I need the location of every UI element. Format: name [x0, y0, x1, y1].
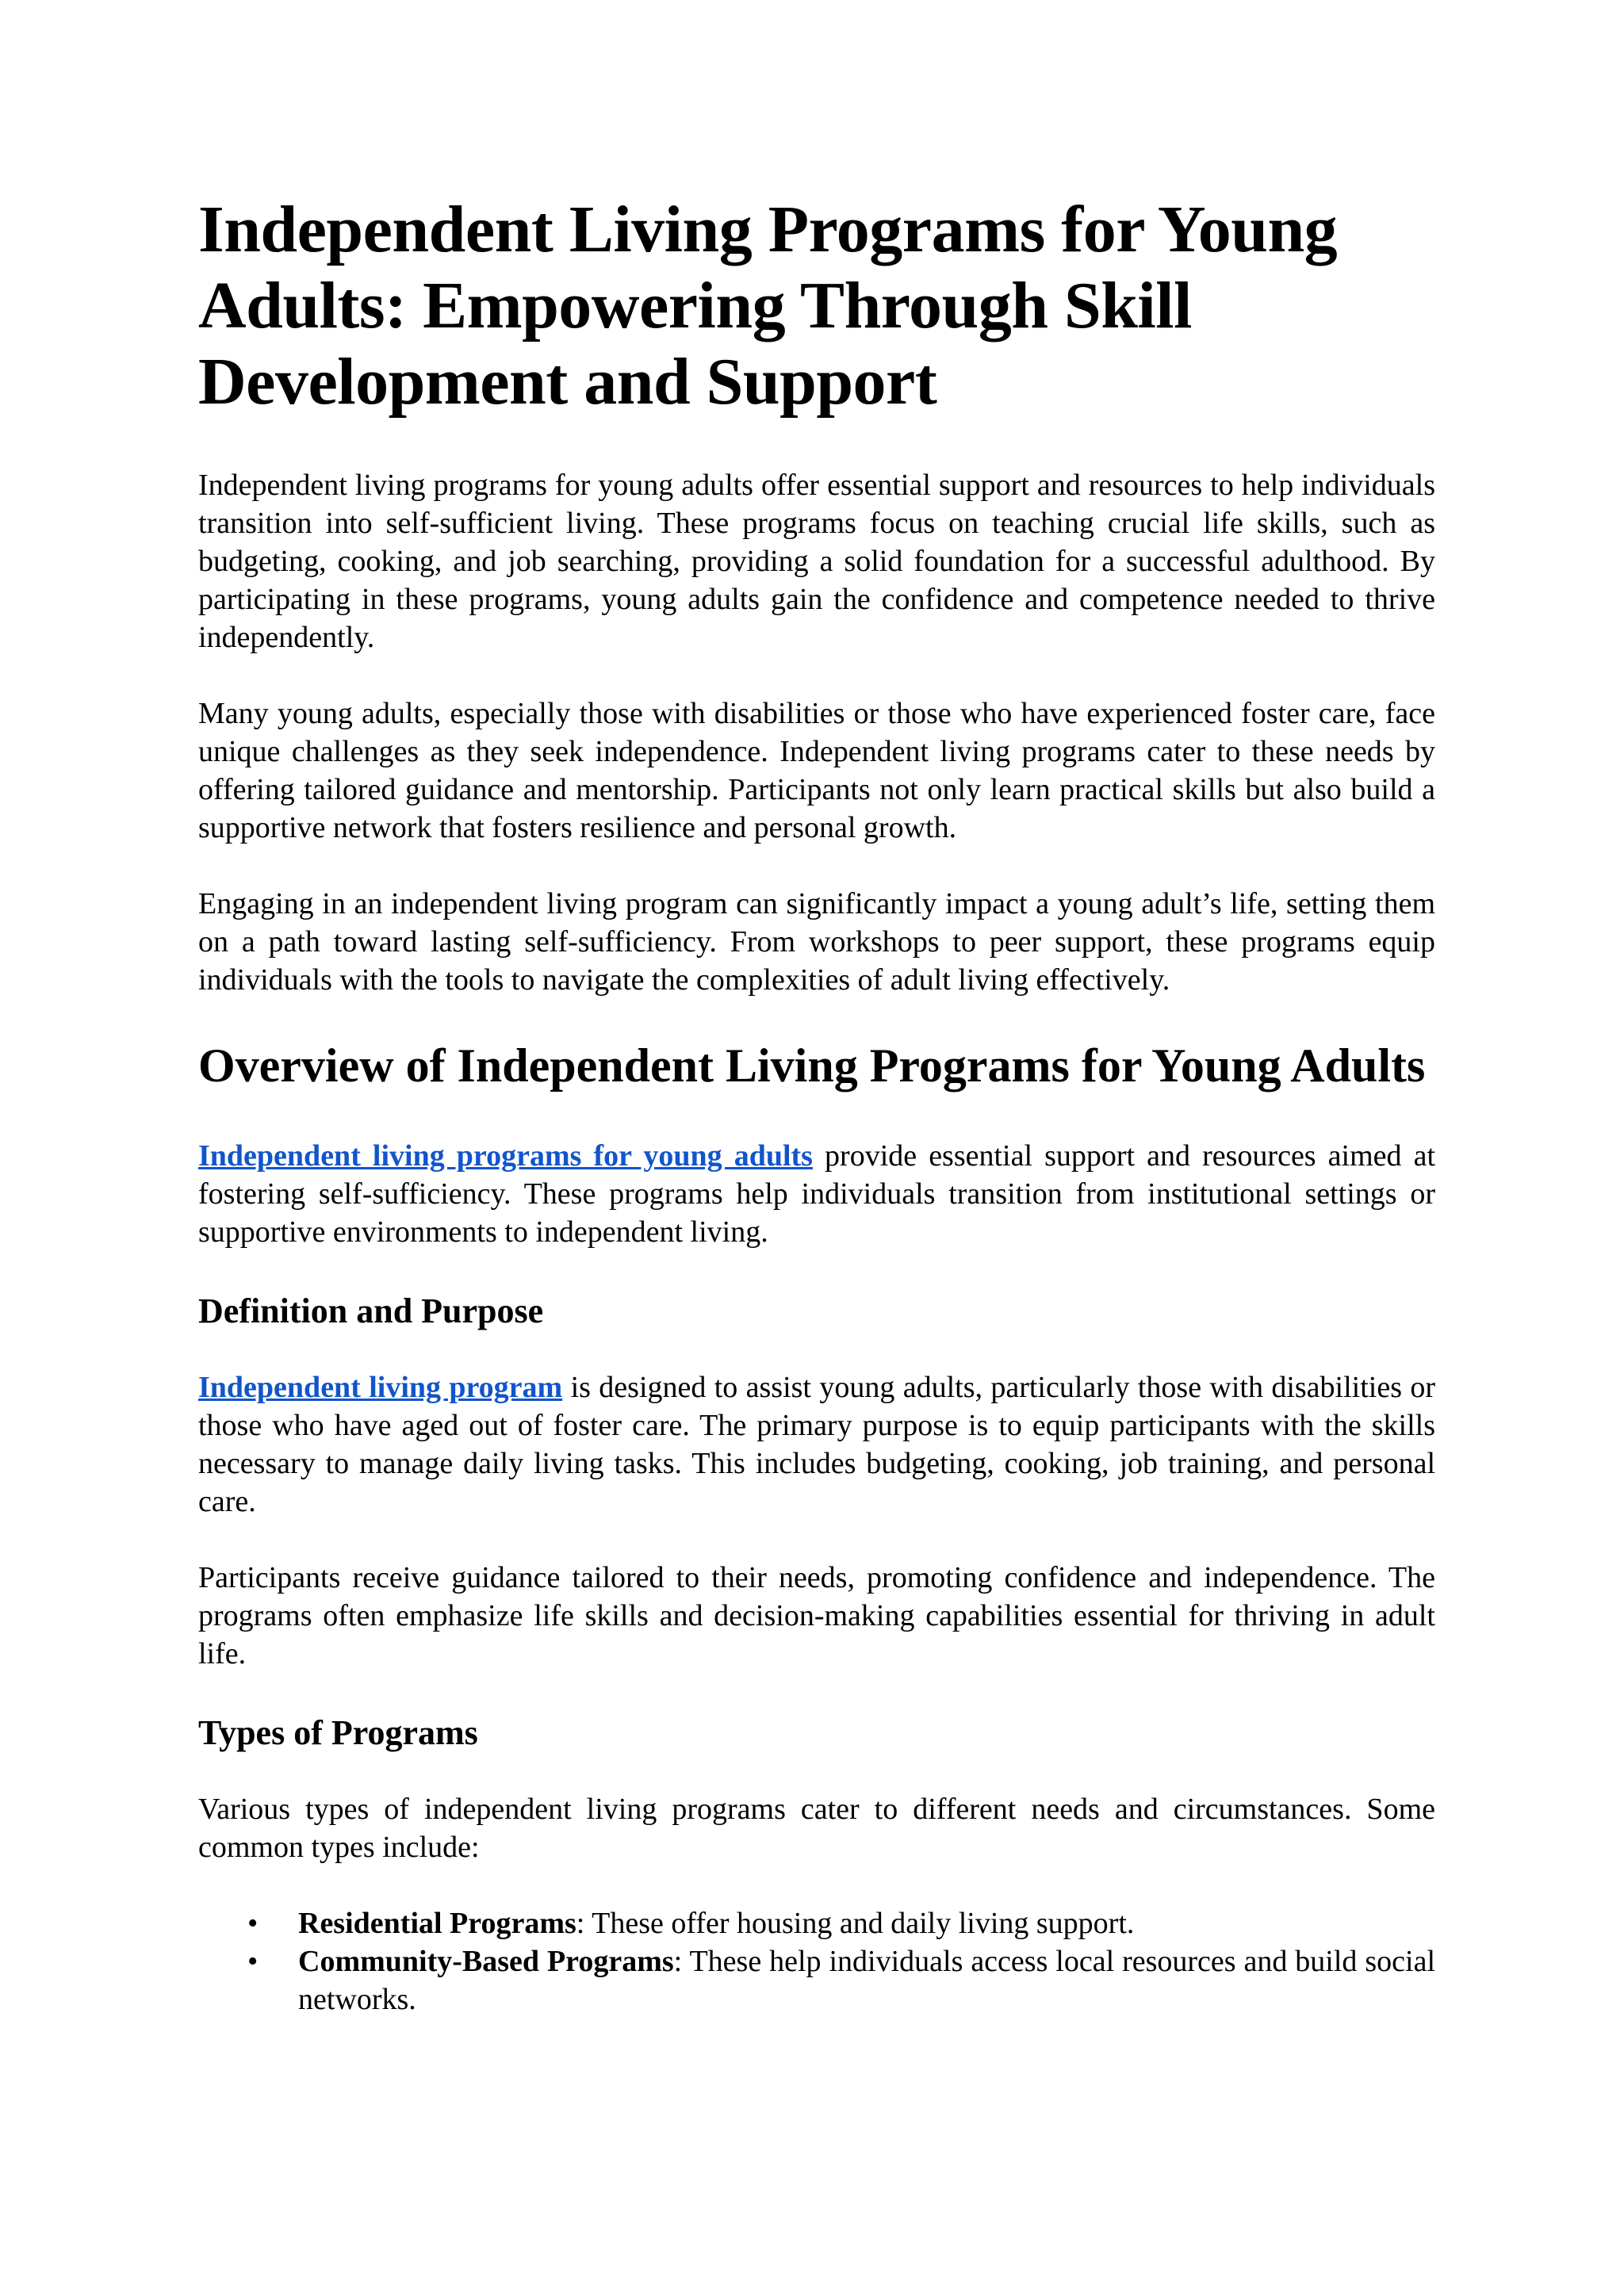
list-item-term: Community-Based Programs: [298, 1945, 674, 1978]
overview-text: provide essential support and resources aimed at fostering self-sufficiency. These programs help individuals transition from institutional settings or supportive environments to independent living.: [198, 1139, 1435, 1249]
types-intro: Various types of independent living programs cater to different needs and circumstances. Some common types include:: [198, 1793, 1435, 1864]
list-item-desc: : These help individuals access local resources and build social networks.: [298, 1945, 1435, 2016]
document-title: Independent Living Programs for Young Adults: Empowering Through Skill Development and Support: [198, 193, 1338, 419]
bullet: •: [247, 1945, 259, 1978]
program-types-list: [198, 1904, 1435, 2019]
types-heading: Types of Programs: [198, 1713, 478, 1752]
definition-text: is designed to assist young adults, particularly those with disabilities or those who have aged out of foster care. The primary purpose is to equip participants with the skills necessary to manage daily living tasks. This includes budgeting, cooking, job training, and personal care.: [198, 1371, 1436, 1518]
definition-heading: Definition and Purpose: [198, 1292, 544, 1330]
definition-paragraph-2: Participants receive guidance tailored to their needs, promoting confidence and independence. The programs often emphasize life skills and decision-making capabilities essential for thriving in adult life.: [198, 1561, 1435, 1670]
intro-paragraph-2: Many young adults, especially those with disabilities or those who have experienced foster care, face unique challenges as they seek independence. Independent living programs cater to these needs by offering tailored guidance and mentorship. Participants not only learn practical skills but also build a supportive network that fosters resilience and personal growth.: [198, 697, 1435, 844]
overview-paragraph: [198, 1137, 1435, 1251]
bullet: •: [247, 1907, 259, 1940]
list-item: [247, 1904, 1435, 1942]
intro-paragraph-1: Independent living programs for young adults offer essential support and resources to help individuals transition into self-sufficient living. These programs focus on teaching crucial life skills, such as budgeting, cooking, and job searching, providing a solid foundation for a successful adulthood. By participating in these programs, young adults gain the confidence and competence needed to thrive independently.: [198, 469, 1435, 654]
definition-paragraph-1: [198, 1368, 1435, 1521]
intro-paragraph-3: Engaging in an independent living program can significantly impact a young adult’s life, setting them on a path toward lasting self-sufficiency. From workshops to peer support, these programs equip individuals with the tools to navigate the complexities of adult living effectively.: [198, 887, 1435, 997]
overview-heading: Overview of Independent Living Programs for Young Adults: [198, 1039, 1426, 1092]
overview-link[interactable]: Independent living programs for young adults: [198, 1139, 813, 1173]
document-page: [198, 192, 1435, 2019]
list-item: [247, 1942, 1435, 2019]
list-item-desc: : These offer housing and daily living support.: [576, 1907, 1135, 1940]
definition-link[interactable]: Independent living program: [198, 1371, 563, 1404]
list-item-term: Residential Programs: [298, 1907, 576, 1940]
